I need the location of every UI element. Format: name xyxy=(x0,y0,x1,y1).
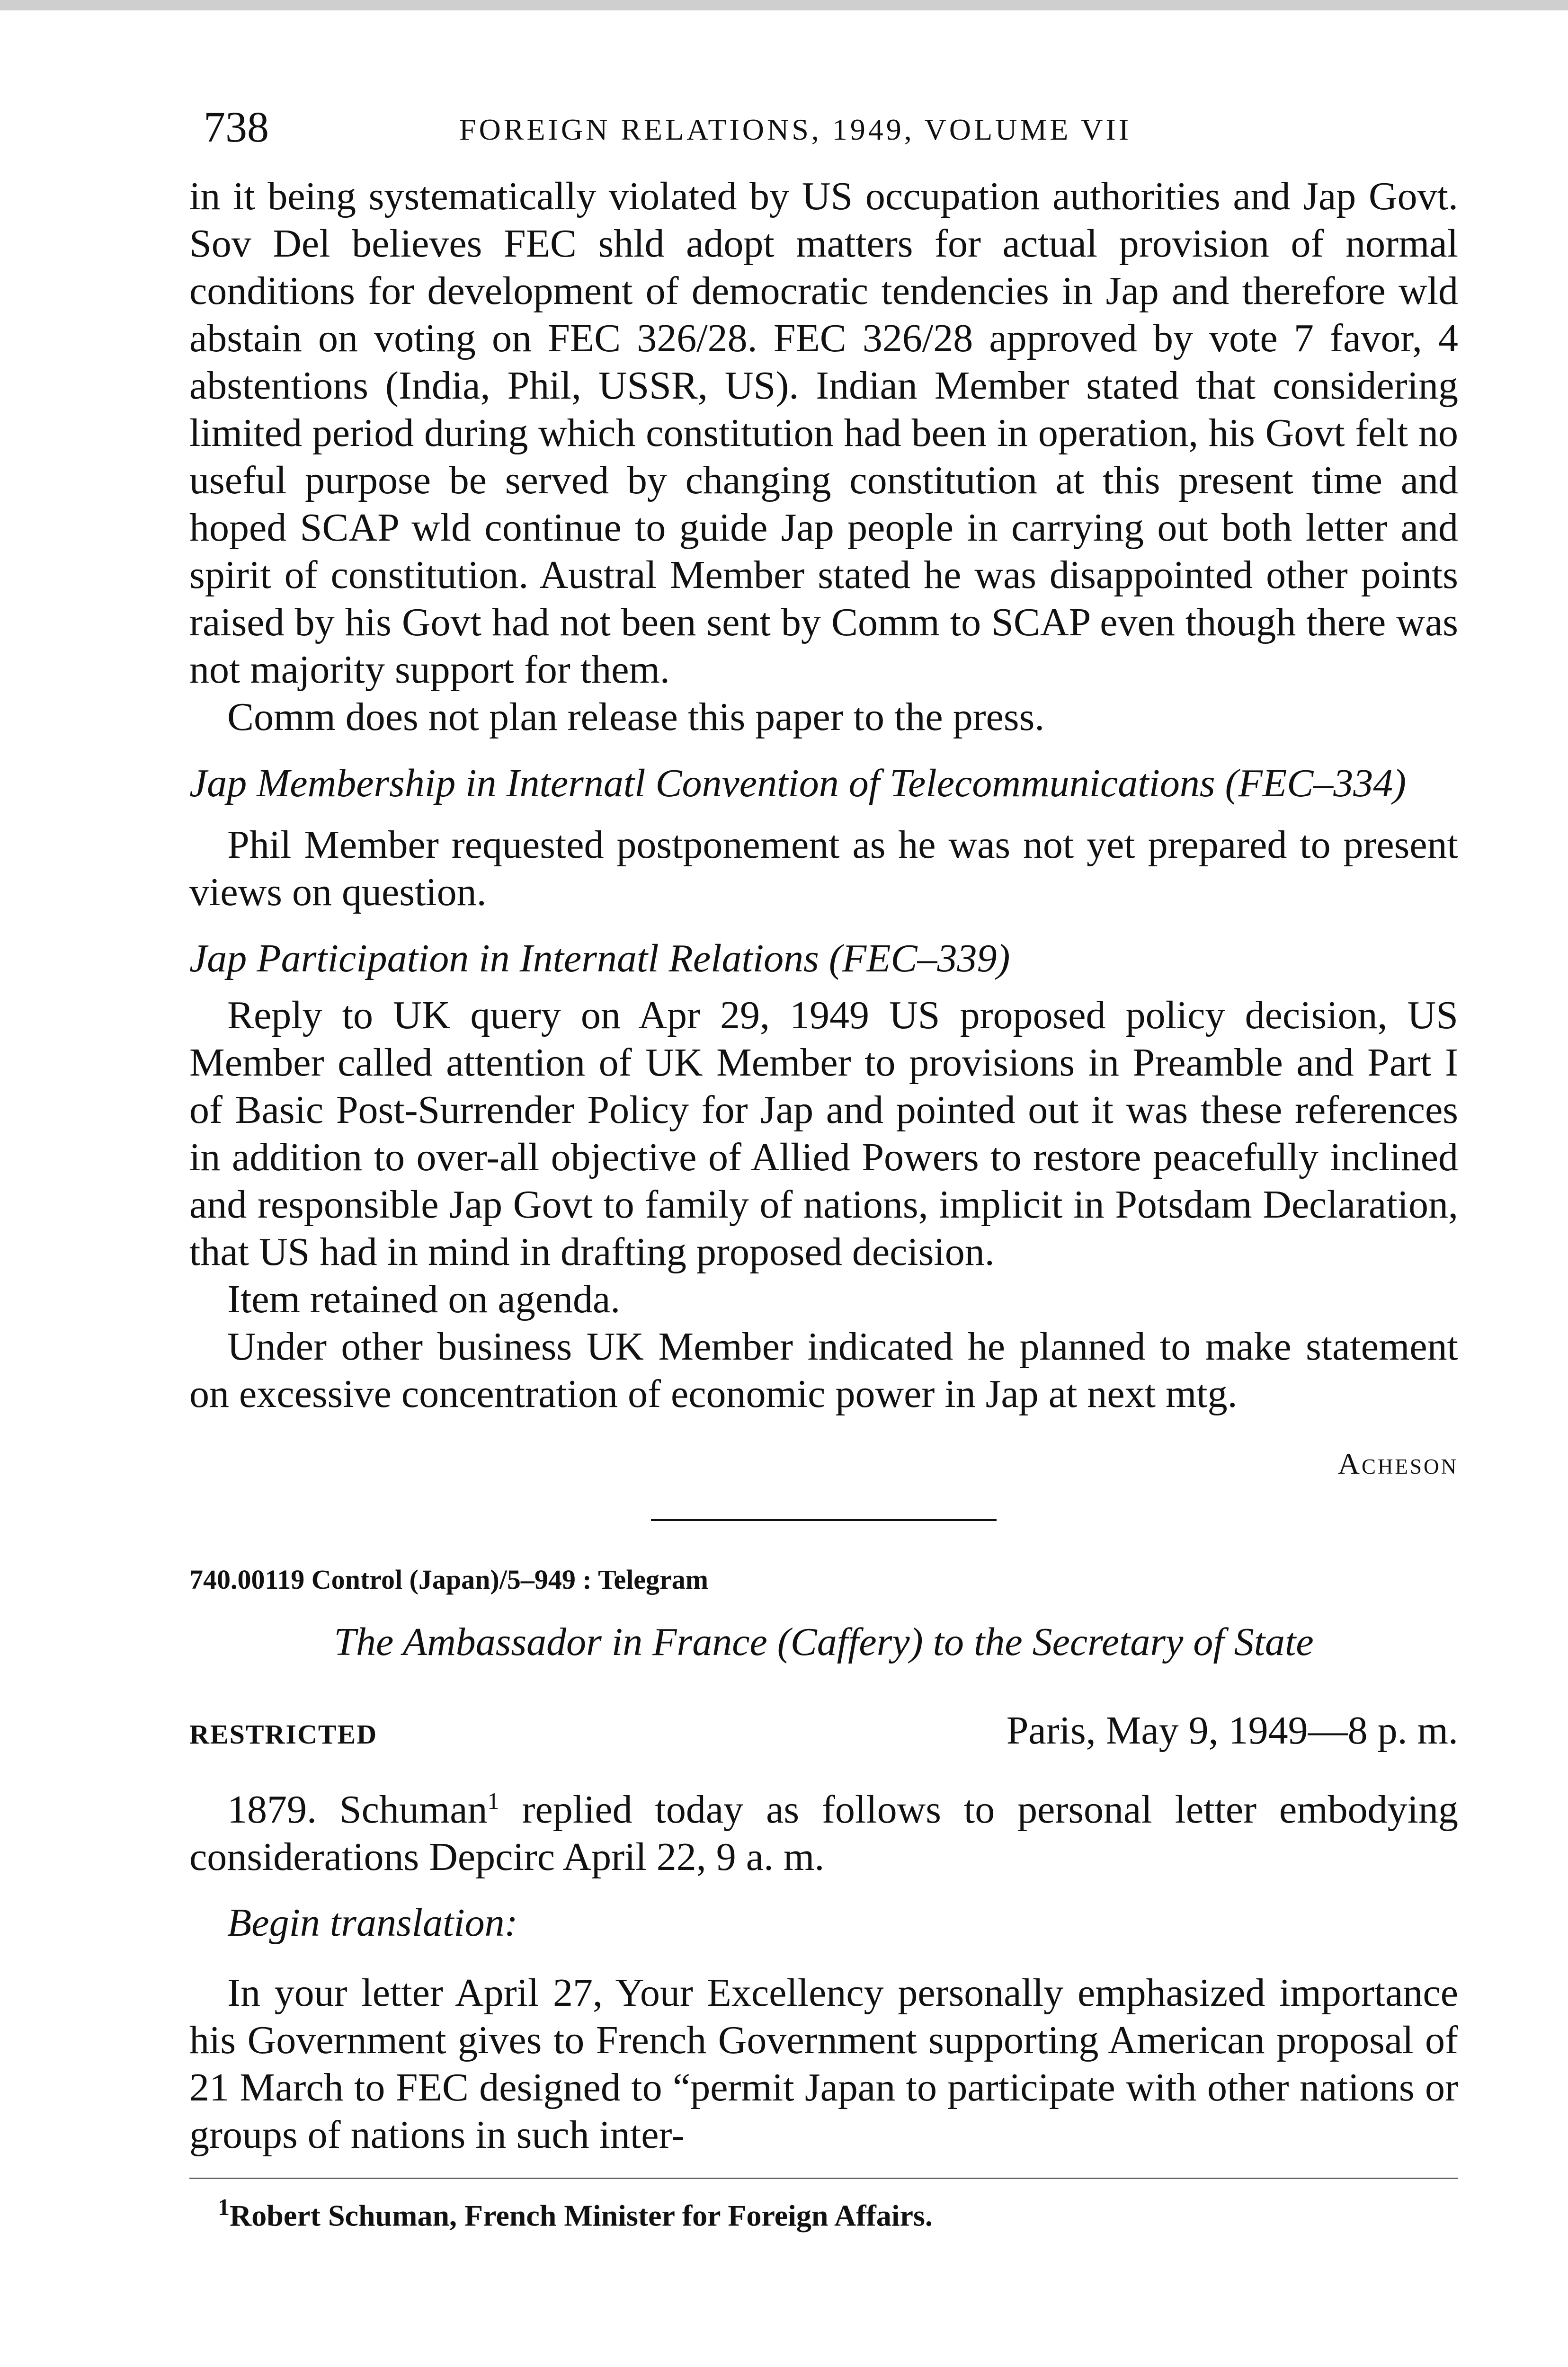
quoted-paragraph: In your letter April 27, Your Excellency personally emphasized importance his Government gives to French Government supporting American proposal of 21 March to FEC designed to “permit Japan to participate with other nations or groups of nations in such inter- xyxy=(189,1971,1458,2157)
document-title: The Ambassador in France (Caffery) to the Secretary of State xyxy=(334,1620,1314,1664)
section-heading: Jap Participation in Internatl Relations (FEC–339) xyxy=(189,936,1010,980)
body-paragraph: Reply to UK query on Apr 29, 1949 US proposed policy decision, US Member called attention of UK Member to provisions in Preamble and Part I of Basic Post-Surrender Policy for Jap and pointed out it was these references in addition to over-all objective of Allied Powers to restore peacefully inclined and responsible Jap Govt to family of nations, implicit in Potsdam Declaration, that US had in mind in drafting proposed decision. xyxy=(189,993,1458,1274)
person-name: Schuman xyxy=(339,1788,488,1832)
running-head: FOREIGN RELATIONS, 1949, VOLUME VII xyxy=(459,113,1132,146)
body-paragraph: in it being systematically violated by US occupation authorities and Jap Govt. Sov Del believes FEC shld adopt matters for actual provision of normal conditions for development of democratic tendencies in Jap and therefore wld abstain on voting on FEC 326/28. FEC 326/28 approved by vote 7 favor, 4 abstentions (India, Phil, USSR, US). Indian Member stated that considering limited period during which constitution had been in operation, his Govt felt no useful purpose be served by changing constitution at this present time and hoped SCAP wld continue to guide Jap people in carrying out both letter and spirit of constitution. Austral Member stated he was disappointed other points raised by his Govt had not been sent by Comm to SCAP even though there was not majority support for them. xyxy=(189,174,1458,692)
page-header xyxy=(189,102,1458,173)
paragraph-text: replied today as follows to personal letter embodying considerations Depcirc April 22, 9 a. m. xyxy=(189,1788,1458,1879)
body-paragraph: Item retained on agenda. xyxy=(227,1277,621,1321)
dateline: Paris, May 9, 1949—8 p. m. xyxy=(1006,1709,1458,1753)
body-paragraph: Comm does not plan release this paper to the press. xyxy=(227,695,1045,739)
section-heading: Jap Membership in Internatl Convention of Telecommunications (FEC–334) xyxy=(189,761,1407,805)
document-page xyxy=(189,102,1458,2233)
classification-label: RESTRICTED xyxy=(189,1719,378,1750)
paragraph-number: 1879. xyxy=(227,1788,317,1832)
scan-edge xyxy=(0,0,1568,10)
dateline-row xyxy=(189,1708,1458,1753)
page-number: 738 xyxy=(204,103,269,151)
body-paragraph: Under other business UK Member indicated he planned to make statement on excessive concentration of economic power in Jap at next mtg. xyxy=(189,1325,1458,1416)
translation-label: Begin translation: xyxy=(227,1901,518,1945)
section-divider xyxy=(651,1519,997,1521)
footnote xyxy=(189,2193,1458,2233)
file-reference: 740.00119 Control (Japan)/5–949 : Telegram xyxy=(189,1564,709,1595)
footnote-rule xyxy=(189,2178,1458,2179)
body-paragraph xyxy=(189,1777,1458,1881)
signature: Acheson xyxy=(1337,1447,1458,1480)
body-paragraph: Phil Member requested postponement as he was not yet prepared to present views on question. xyxy=(189,823,1458,914)
footnote-text: Robert Schuman, French Minister for Foreign Affairs. xyxy=(230,2198,933,2233)
footnote-marker: 1 xyxy=(487,1788,499,1814)
footnote-marker: 1 xyxy=(218,2194,230,2220)
